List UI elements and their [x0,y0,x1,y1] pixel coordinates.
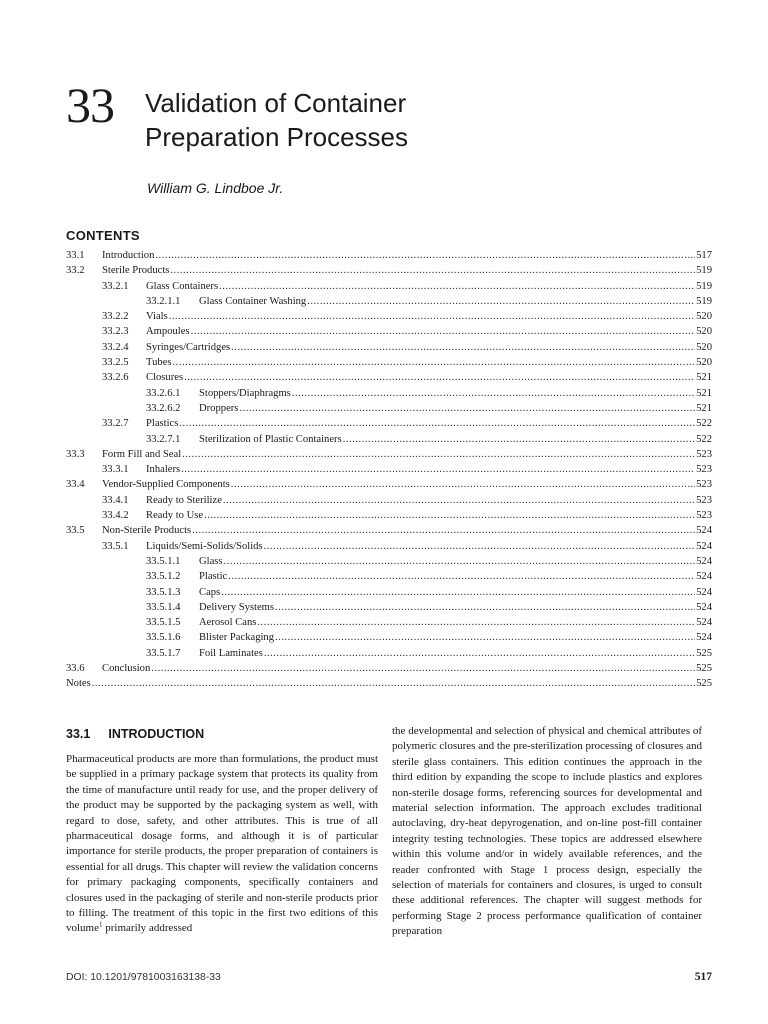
toc-leader-dots [184,372,695,383]
toc-entry-page: 521 [696,387,712,399]
toc-entry[interactable] [66,648,712,663]
toc-entry-label: Vials [146,311,168,323]
toc-entry-page: 521 [696,372,712,384]
toc-leader-dots [231,342,695,353]
doi-text[interactable]: DOI: 10.1201/9781003163138-33 [66,972,221,983]
toc-entry[interactable] [66,281,712,296]
section-heading [66,727,204,741]
toc-entry-number: 33.2.2 [102,311,129,323]
toc-entry-page: 524 [696,571,712,583]
toc-entry[interactable] [66,556,712,571]
toc-leader-dots [292,388,695,399]
toc-entry-page: 524 [696,632,712,644]
toc-entry-page: 520 [696,311,712,323]
toc-leader-dots [307,296,695,307]
toc-entry-number: 33.2.7.1 [146,433,181,445]
toc-leader-dots [257,617,695,628]
page-number: 517 [694,971,712,983]
toc-entry-number: 33.1 [66,250,85,261]
toc-entry[interactable] [66,495,712,510]
toc-entry-page: 520 [696,341,712,353]
toc-entry[interactable] [66,296,712,311]
toc-entry-page: 525 [696,663,712,675]
body-text: primarily addressed [102,922,193,935]
toc-entry-number: 33.2.6.1 [146,387,181,399]
toc-entry[interactable] [66,632,712,647]
toc-entry-number: 33.2.1.1 [146,295,181,307]
toc-leader-dots [204,510,695,521]
toc-entry[interactable] [66,265,712,280]
toc-leader-dots [264,541,696,552]
toc-entry-label: Vendor-Supplied Components [102,479,230,491]
chapter-title-line-2: Preparation Processes [145,122,409,152]
toc-entry[interactable] [66,587,712,602]
toc-leader-dots [173,357,696,368]
toc-entry-page: 520 [696,357,712,369]
toc-entry[interactable] [66,388,712,403]
section-title: INTRODUCTION [108,727,205,741]
toc-entry-label: Inhalers [146,464,181,476]
toc-entry-label: Caps [199,586,221,598]
toc-entry-label: Stoppers/Diaphragms [199,387,291,399]
page-footer [66,971,712,983]
toc-leader-dots [275,632,695,643]
body-text: Pharmaceutical products are more than formulations, the product must be supplied in a primary package system that protects its quality from the time of manufacture until ready for use, and the proper delivery of the product may be supported by the packaging system as well, with regard to dose, safety, and other attributes. This is true of all pharmaceutical dosage forms, and although it is of particular importance for sterile products, the proper preparation of containers is essential for all drugs. This chapter will review the validation concerns for primary packaging components, specifically containers and closures used in the packaging of sterile and non-sterile products prior to filling. The treatment of this topic in the first two editions of this volume [66,753,378,935]
toc-entry[interactable] [66,479,712,494]
toc-entry-label: Ampoules [146,326,190,338]
toc-leader-dots [179,418,695,429]
toc-entry-number: 33.2.3 [102,326,129,338]
toc-leader-dots [191,326,696,337]
toc-entry[interactable] [66,372,712,387]
toc-entry-page: 522 [696,418,712,430]
toc-entry-label: Form Fill and Seal [102,448,182,460]
toc-leader-dots [170,265,695,276]
toc-leader-dots [275,602,695,613]
toc-entry-label: Glass Container Washing [199,295,307,307]
section-number: 33.1 [66,727,91,741]
toc-entry-page: 522 [696,433,712,445]
toc-entry[interactable] [66,571,712,586]
toc-entry[interactable] [66,311,712,326]
toc-entry-label: Glass Containers [146,280,219,292]
toc-entry[interactable] [66,418,712,433]
toc-entry-number: 33.2 [66,265,85,277]
footnote-reference[interactable]: 1 [99,920,103,929]
toc-entry-label: Glass [199,555,223,567]
toc-entry[interactable] [66,434,712,449]
toc-entry-page: 524 [696,540,712,552]
toc-entry[interactable] [66,663,712,678]
toc-entry-number: 33.5.1 [102,540,129,552]
toc-entry-number: 33.5.1.5 [146,617,181,629]
body-column-right [392,724,702,940]
table-of-contents [66,250,712,694]
toc-leader-dots [181,464,695,475]
toc-entry-number: 33.2.6 [102,372,129,384]
toc-entry-number: 33.6 [66,663,85,675]
toc-entry-label: Non-Sterile Products [102,525,192,537]
toc-entry-number: 33.5.1.7 [146,647,181,659]
toc-entry[interactable] [66,250,712,265]
toc-entry[interactable] [66,525,712,540]
toc-entry-page: 523 [696,510,712,522]
toc-entry[interactable] [66,326,712,341]
toc-entry-page: 524 [696,525,712,537]
toc-entry-label: Droppers [199,402,239,414]
toc-entry-number: 33.5.1.1 [146,555,181,567]
toc-entry-label: Ready to Use [146,510,204,522]
toc-entry-number: 33.2.5 [102,357,129,369]
body-paragraph: the developmental and selection of physical and chemical attributes of polymeric closures and the pre-sterilization processing of closures and sterile glass containers. This edition continues the approach in the third edition by expanding the scope to include plastics and explores non-sterile dosage forms, referencing sources for developmental and material selection information. The approach excludes traditional autoclaving, dry-heat depyrogenation, and on-line post-fill container integrity testing technologies. These topics are addressed elsewhere within this volume and/or in widely available references, and the reader confronted with Stage 1 process design, especially the selection of materials for containers and closures, is urged to consult these additional references. The chapter will suggest methods for performing Stage 2 process performance qualification of container preparation [392,725,702,938]
toc-entry-page: 519 [696,280,712,292]
toc-entry-label: Ready to Sterilize [146,494,222,506]
toc-entry[interactable] [66,510,712,525]
toc-leader-dots [182,449,695,460]
toc-entry-number: 33.5.1.3 [146,586,181,598]
toc-entry[interactable] [66,602,712,617]
toc-entry-number: 33.3.1 [102,464,129,476]
toc-entry-number: 33.5 [66,525,85,537]
toc-entry-label: Conclusion [102,663,151,675]
toc-entry-number: 33.5.1.6 [146,632,181,644]
toc-entry-label: Notes [66,678,91,690]
toc-leader-dots [219,281,695,292]
toc-entry-page: 523 [696,464,712,476]
toc-entry-page: 523 [696,494,712,506]
toc-entry-label: Sterilization of Plastic Containers [199,433,342,445]
toc-leader-dots [239,403,695,414]
toc-entry[interactable] [66,678,712,693]
toc-entry-number: 33.4.2 [102,510,129,522]
toc-entry[interactable] [66,541,712,556]
toc-entry[interactable] [66,617,712,632]
toc-leader-dots [151,663,695,674]
toc-entry[interactable] [66,403,712,418]
toc-leader-dots [264,648,695,659]
contents-heading: CONTENTS [66,228,140,243]
toc-entry-page: 523 [696,479,712,491]
toc-entry-page: 524 [696,555,712,567]
toc-entry-page: 524 [696,601,712,613]
toc-leader-dots [228,571,695,582]
toc-entry[interactable] [66,342,712,357]
toc-entry-number: 33.4.1 [102,494,129,506]
toc-entry-page: 525 [696,678,712,690]
body-paragraph [66,752,378,937]
toc-leader-dots [224,556,696,567]
toc-entry-page: 519 [696,295,712,307]
toc-entry-page: 519 [696,265,712,277]
toc-leader-dots [155,250,695,261]
chapter-author: William G. Lindboe Jr. [147,180,284,196]
toc-entry-number: 33.5.1.4 [146,601,181,613]
toc-entry-label: Introduction [102,250,155,261]
toc-entry-label: Foil Laminates [199,647,263,659]
toc-entry[interactable] [66,357,712,372]
toc-entry-page: 517 [696,250,712,261]
toc-entry-label: Delivery Systems [199,601,275,613]
toc-leader-dots [343,434,695,445]
toc-entry-label: Closures [146,372,184,384]
toc-entry-page: 524 [696,617,712,629]
toc-entry-page: 521 [696,402,712,414]
toc-entry-number: 33.3 [66,448,85,460]
toc-entry-number: 33.2.7 [102,418,129,430]
toc-entry[interactable] [66,464,712,479]
toc-leader-dots [192,525,695,536]
toc-entry-number: 33.2.6.2 [146,402,181,414]
toc-entry-number: 33.2.4 [102,341,129,353]
toc-entry-page: 525 [696,647,712,659]
toc-entry-page: 520 [696,326,712,338]
toc-leader-dots [223,495,695,506]
toc-entry[interactable] [66,449,712,464]
body-column-left [66,752,378,937]
toc-entry-number: 33.4 [66,479,85,491]
toc-entry-label: Tubes [146,357,172,369]
toc-entry-label: Blister Packaging [199,632,275,644]
toc-entry-page: 523 [696,448,712,460]
toc-entry-page: 524 [696,586,712,598]
chapter-title-line-1: Validation of Container [145,88,407,118]
toc-leader-dots [169,311,695,322]
toc-entry-number: 33.5.1.2 [146,571,181,583]
toc-leader-dots [231,479,695,490]
toc-entry-label: Aerosol Cans [199,617,257,629]
toc-leader-dots [221,587,695,598]
toc-entry-label: Plastics [146,418,179,430]
toc-entry-label: Sterile Products [102,265,170,277]
toc-entry-label: Syringes/Cartridges [146,341,231,353]
toc-entry-number: 33.2.1 [102,280,129,292]
toc-entry-label: Plastic [199,571,228,583]
chapter-title [145,86,408,154]
toc-entry-label: Liquids/Semi-Solids/Solids [146,540,263,552]
toc-leader-dots [92,678,695,689]
chapter-number: 33 [66,77,114,133]
